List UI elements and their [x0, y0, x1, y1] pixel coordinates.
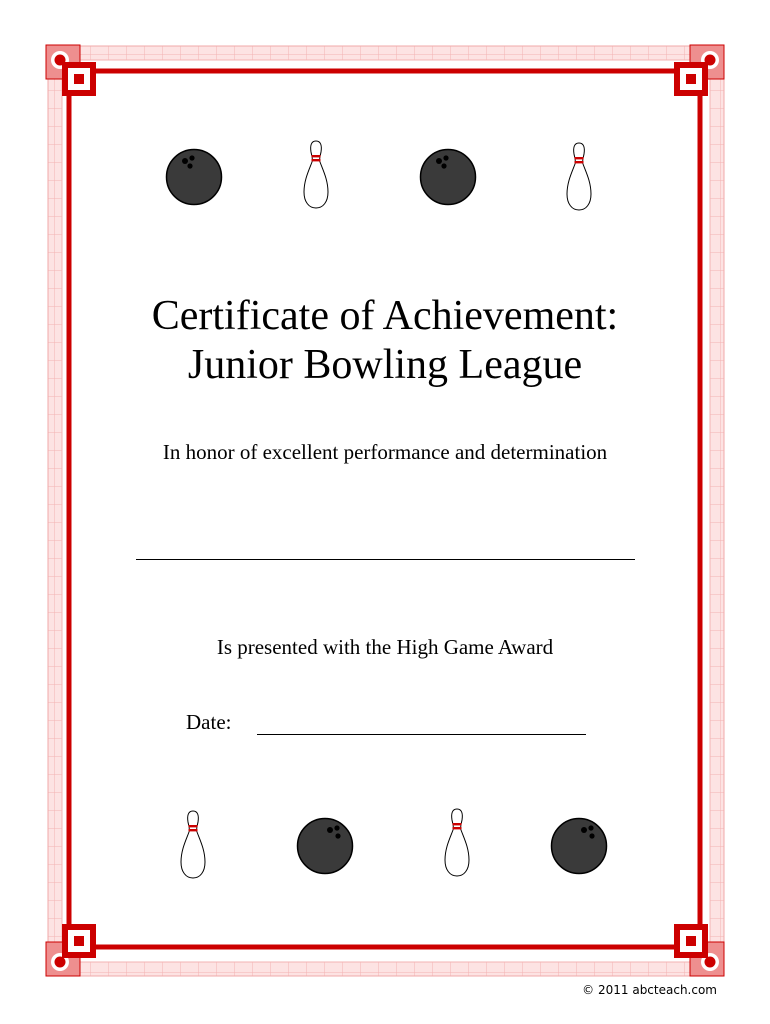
certificate-title-line2: Junior Bowling League [187, 342, 583, 388]
copyright-notice: © 2011 abcteach.com [582, 983, 717, 997]
honor-text: In honor of excellent performance and determination [162, 440, 608, 464]
award-text: Is presented with the High Game Award [216, 635, 554, 659]
bowling-ball-icon [296, 817, 354, 875]
certificate-title-line1: Certificate of Achievement: [151, 293, 619, 339]
bowling-ball-icon [419, 148, 477, 206]
recipient-name-line[interactable] [136, 559, 635, 560]
bowling-pin-icon [179, 810, 207, 880]
date-label: Date: [186, 710, 232, 734]
bowling-pin-icon [565, 142, 593, 212]
bowling-pin-icon [443, 808, 471, 878]
date-line[interactable] [257, 734, 586, 735]
bowling-ball-icon [550, 817, 608, 875]
bowling-ball-icon [165, 148, 223, 206]
bowling-pin-icon [302, 140, 330, 210]
